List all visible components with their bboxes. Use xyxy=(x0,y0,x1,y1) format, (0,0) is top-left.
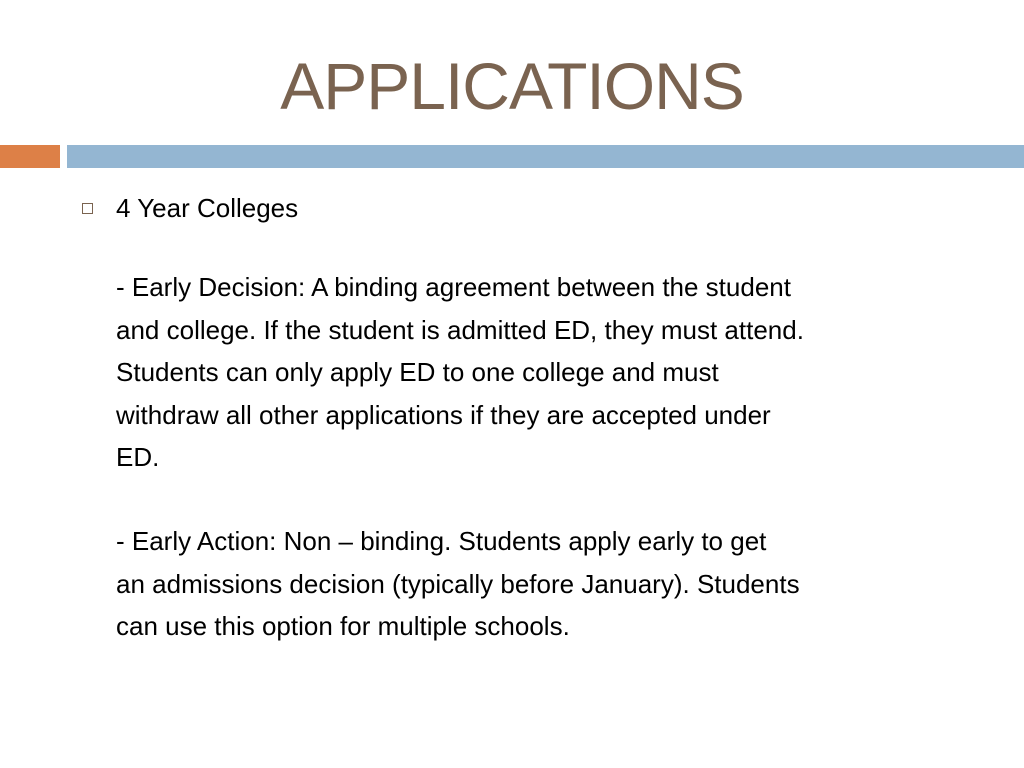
accent-bar-blue xyxy=(67,145,1024,168)
early-action-paragraph: - Early Action: Non – binding. Students apply early to get an admissions decision (typically before January). Students can use this option for multiple schools. xyxy=(116,526,800,641)
slide-title: APPLICATIONS xyxy=(280,49,744,123)
accent-bar-orange xyxy=(0,145,60,168)
bullet-heading: 4 Year Colleges xyxy=(116,193,299,223)
square-bullet-icon xyxy=(82,203,93,214)
early-decision-paragraph: - Early Decision: A binding agreement between the student and college. If the student is admitted ED, they must attend. Students can only apply ED to one college and must withdraw all other applications if they are accepted under ED. xyxy=(116,272,804,472)
